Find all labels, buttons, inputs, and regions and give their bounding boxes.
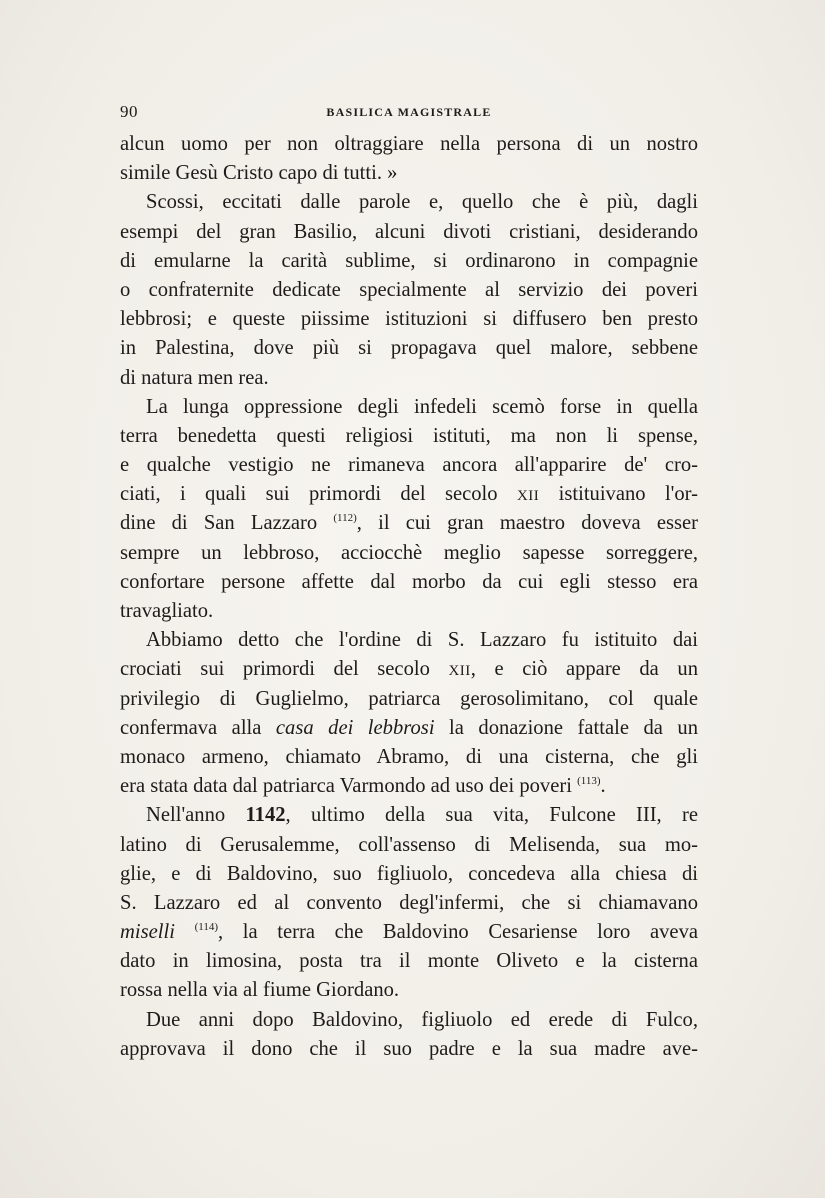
- text-line: di emularne la carità sublime, si ordinarono in compagnie: [120, 249, 698, 272]
- text-line: o confraternite dedicate specialmente al servizio dei poveri: [120, 278, 698, 301]
- text-fragment: istituivano l'or-: [558, 483, 698, 506]
- text-line: sempre un lebbroso, acciocchè meglio sapesse sorreggere,: [120, 541, 698, 564]
- running-head: BASILICA MAGISTRALE: [326, 105, 492, 119]
- text-line: glie, e di Baldovino, suo figliuolo, concedeva alla chiesa di: [120, 862, 698, 885]
- roman-numeral: XII: [516, 488, 540, 505]
- text-line: e qualche vestigio ne rimaneva ancora all'apparire de' cro-: [120, 454, 698, 477]
- text-fragment: confermava alla: [120, 716, 262, 739]
- year: 1142: [245, 804, 286, 827]
- body-text: [120, 130, 698, 1064]
- text-line: [120, 801, 698, 830]
- text-fragment: , e ciò appare da un: [470, 658, 698, 681]
- text-line: S. Lazzaro ed al convento degl'infermi, che si chiamavano: [120, 891, 698, 914]
- text-line: [120, 509, 698, 538]
- text-fragment: era stata data dal patriarca Varmondo ad uso dei poveri: [120, 775, 572, 798]
- text-line: [120, 714, 698, 743]
- text-line: lebbrosi; e queste piissime istituzioni si diffusero ben presto: [120, 308, 698, 331]
- footnote-ref: (112): [333, 512, 357, 525]
- text-line: di natura men rea.: [120, 366, 269, 389]
- text-line: La lunga oppressione degli infedeli scemò forse in quella: [146, 395, 698, 418]
- footnote-ref: (114): [194, 921, 218, 934]
- text-line: latino di Gerusalemme, coll'assenso di Melisenda, sua mo-: [120, 833, 698, 856]
- text-line: privilegio di Guglielmo, patriarca gerosolimitano, col quale: [120, 687, 698, 710]
- text-fragment: crociati sui primordi del secolo: [120, 658, 430, 681]
- text-line: [120, 772, 698, 801]
- text-fragment: .: [600, 775, 606, 798]
- text-line: rossa nella via al fiume Giordano.: [120, 979, 400, 1002]
- text-fragment: la donazione fattale da un: [449, 716, 698, 739]
- text-fragment: , il cui gran maestro doveva esser: [356, 512, 699, 535]
- roman-numeral: XII: [448, 663, 471, 680]
- text-fragment: , ultimo della sua vita, Fulcone III, re: [285, 804, 698, 827]
- italic-phrase: casa dei lebbrosi: [275, 716, 435, 739]
- text-line: [120, 480, 698, 509]
- text-line: [120, 655, 698, 684]
- text-line: dato in limosina, posta tra il monte Oliveto e la cisterna: [120, 950, 698, 973]
- text-line: monaco armeno, chiamato Abramo, di una cisterna, che gli: [120, 745, 698, 768]
- text-line: Scossi, eccitati dalle parole e, quello che è più, dagli: [146, 191, 698, 214]
- text-fragment: , la terra che Baldovino Cesariense loro aveva: [218, 921, 698, 944]
- text-line: [120, 918, 698, 947]
- text-line: esempi del gran Basilio, alcuni divoti cristiani, desiderando: [120, 220, 698, 243]
- text-line: in Palestina, dove più si propagava quel malore, sebbene: [120, 337, 698, 360]
- text-fragment: ciati, i quali sui primordi del secolo: [120, 483, 498, 506]
- text-line: travagliato.: [120, 600, 214, 622]
- text-line: confortare persone affette dal morbo da cui egli stesso era: [120, 570, 698, 593]
- text-line: terra benedetta questi religiosi istituti, ma non li spense,: [120, 424, 698, 447]
- italic-phrase: miselli: [120, 921, 175, 944]
- text-fragment: dine di San Lazzaro: [120, 512, 318, 535]
- page-number: 90: [120, 102, 138, 121]
- text-line: simile Gesù Cristo capo di tutti. »: [120, 162, 398, 185]
- text-line: alcun uomo per non oltraggiare nella persona di un nostro: [120, 133, 698, 155]
- text-line: Due anni dopo Baldovino, figliuolo ed erede di Fulco,: [146, 1008, 698, 1031]
- page-header: [120, 102, 698, 124]
- text-fragment: Nell'anno: [146, 804, 226, 827]
- text-line: approvava il dono che il suo padre e la sua madre ave-: [120, 1037, 698, 1060]
- text-line: Abbiamo detto che l'ordine di S. Lazzaro fu istituito dai: [146, 629, 698, 652]
- footnote-ref: (113): [577, 775, 601, 788]
